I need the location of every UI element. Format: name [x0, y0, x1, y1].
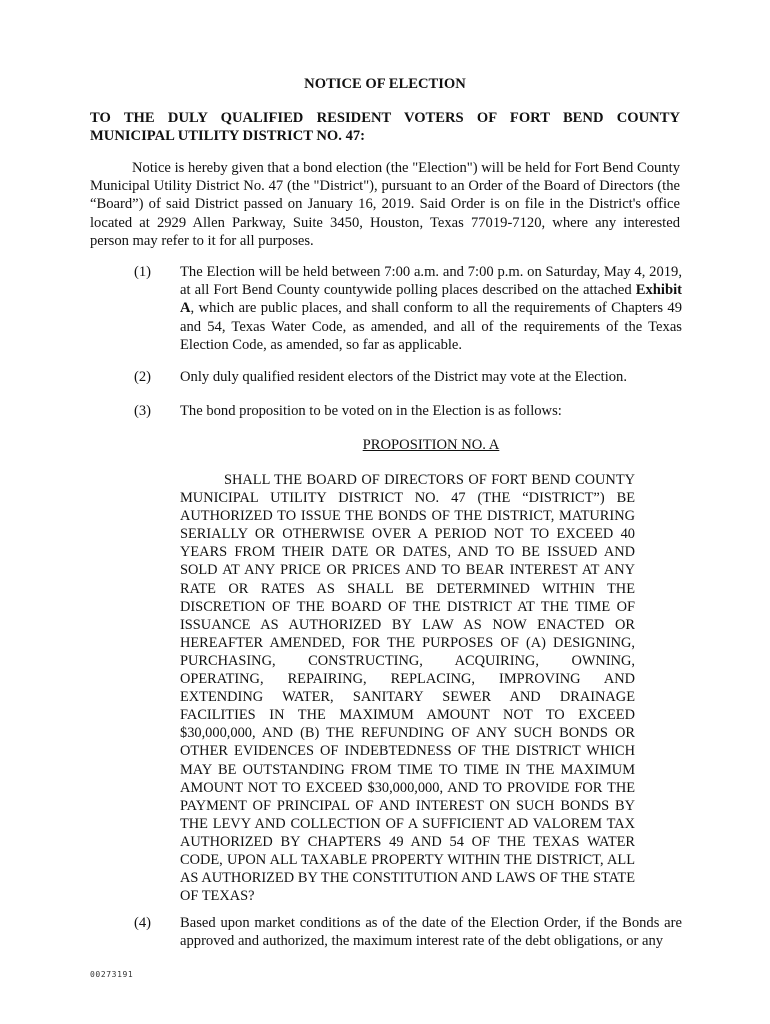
item-4-number: (4) [134, 915, 152, 931]
document-code: 00273191 [90, 970, 134, 979]
item-1-text-before: The Election will be held between 7:00 a.m. and 7:00 p.m. on Saturday, May 4, 2019, at all Fort Bend County countywide polling places described on the attached [180, 264, 682, 299]
exhibit-a-reference: Exhibit A [180, 282, 682, 317]
item-1-number: (1) [134, 264, 152, 280]
item-3-text: The bond proposition to be voted on in the Election is as follows: [180, 403, 562, 419]
proposition-body: SHALL THE BOARD OF DIRECTORS OF FORT BEND COUNTY MUNICIPAL UTILITY DISTRICT NO. 47 (THE “DISTRICT”) BE AUTHORIZED TO ISSUE THE BONDS OF THE DISTRICT, MATURING SERIALLY OR OTHERWISE OVER A PERIOD NOT TO EXCEED 40 YEARS FROM THEIR DATE OR DATES, AND TO BE ISSUED AND SOLD AT ANY PRICE OR PRICES AND TO BEAR INTEREST AT ANY RATE OR RATES AS SHALL BE DETERMINED WITHIN THE DISCRETION OF THE BOARD OF THE DISTRICT AT THE TIME OF ISSUANCE AS AUTHORIZED BY LAW AS NOW ENACTED OR HEREAFTER AMENDED, FOR THE PURPOSES OF (A) DESIGNING, PURCHASING, CONSTRUCTING, ACQUIRING, OWNING, OPERATING, REPAIRING, REPLACING, IMPROVING AND EXTENDING WATER, SANITARY SEWER AND DRAINAGE FACILITIES IN THE MAXIMUM AMOUNT NOT TO EXCEED $30,000,000, AND (B) THE REFUNDING OF ANY SUCH BONDS OR OTHER EVIDENCES OF INDEBTEDNESS OF THE DISTRICT WHICH MAY BE OUTSTANDING FROM TIME TO TIME IN THE MAXIMUM AMOUNT NOT TO EXCEED $30,000,000, AND TO PROVIDE FOR THE PAYMENT OF PRINCIPAL OF AND INTEREST ON SUCH BONDS BY THE LEVY AND COLLECTION OF A SUFFICIENT AD VALOREM TAX AUTHORIZED BY CHAPTERS 49 AND 54 OF THE TEXAS WATER CODE, UPON ALL TAXABLE PROPERTY WITHIN THE DISTRICT, ALL AS AUTHORIZED BY THE CONSTITUTION AND LAWS OF THE STATE OF TEXAS? [180, 472, 635, 905]
item-2-text: Only duly qualified resident electors of the District may vote at the Election. [180, 369, 628, 385]
item-4-text: Based upon market conditions as of the date of the Election Order, if the Bonds are approved and authorized, the maximum interest rate of the debt obligations, or any [180, 915, 682, 950]
document-title: NOTICE OF ELECTION [304, 76, 466, 92]
item-1-text-after: , which are public places, and shall conform to all the requirements of Chapters 49 and 54, Texas Water Code, as amended, and all of the requirements of the Texas Election Code, as amended, so far as applicable. [180, 300, 682, 353]
addressee-heading: TO THE DULY QUALIFIED RESIDENT VOTERS OF FORT BEND COUNTY MUNICIPAL UTILITY DISTRICT NO. 47: [90, 110, 680, 145]
intro-paragraph: Notice is hereby given that a bond election (the "Election") will be held for Fort Bend County Municipal Utility District No. 47 (the "District"), pursuant to an Order of the Board of Directors (the “Board”) of said District passed on January 16, 2019. Said Order is on file in the District's office located at 2929 Allen Parkway, Suite 3450, Houston, Texas 77019-7120, where any interested person may refer to it for all purposes. [90, 160, 680, 249]
item-3-number: (3) [134, 403, 152, 419]
proposition-heading: PROPOSITION NO. A [362, 437, 500, 453]
item-1-text [180, 263, 682, 354]
item-2-number: (2) [134, 369, 152, 385]
